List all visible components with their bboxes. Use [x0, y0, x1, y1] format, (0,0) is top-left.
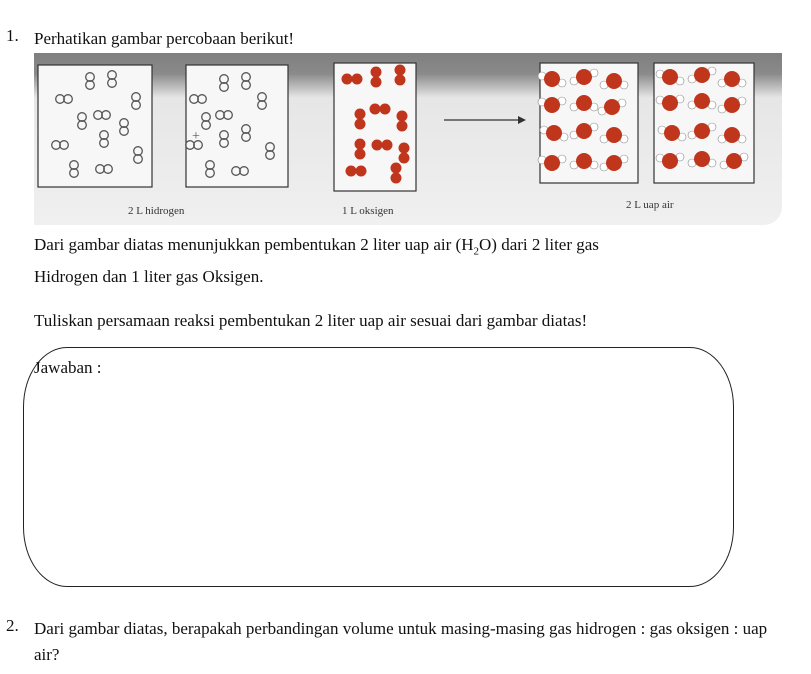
question-1-number: 1. [6, 26, 19, 45]
formula-subscript: 2 [473, 245, 479, 258]
question-1-instruction: Tuliskan persamaan reaksi pembentukan 2 liter uap air sesuai dari gambar diatas! [34, 311, 588, 330]
question-2-text: Dari gambar diatas, berapakah perbandingan volume untuk masing-masing gas hidrogen : gas oksigen : uap air? [34, 619, 768, 664]
paragraph-line2: Hidrogen dan 1 liter gas Oksigen. [34, 267, 264, 287]
answer-label: Jawaban : [34, 358, 102, 377]
experiment-figure [34, 53, 782, 225]
paragraph-line1-suffix: O) dari 2 liter gas [479, 235, 599, 254]
answer-box[interactable] [23, 347, 734, 587]
question-1-title: Perhatikan gambar percobaan berikut! [34, 29, 295, 48]
question-2-number: 2. [6, 616, 19, 635]
caption-oxygen: 1 L oksigen [342, 205, 394, 217]
caption-hydrogen: 2 L hidrogen [128, 205, 185, 217]
reaction-arrowhead [518, 116, 526, 124]
paragraph-line1-prefix: Dari gambar diatas menunjukkan pembentukan 2 liter uap air (H [34, 235, 474, 254]
caption-water: 2 L uap air [626, 199, 674, 211]
plus-sign: + [192, 129, 200, 144]
hydrogen-container-1 [38, 65, 152, 187]
molecule-diagram [34, 53, 782, 225]
question-1-paragraph [34, 232, 754, 290]
